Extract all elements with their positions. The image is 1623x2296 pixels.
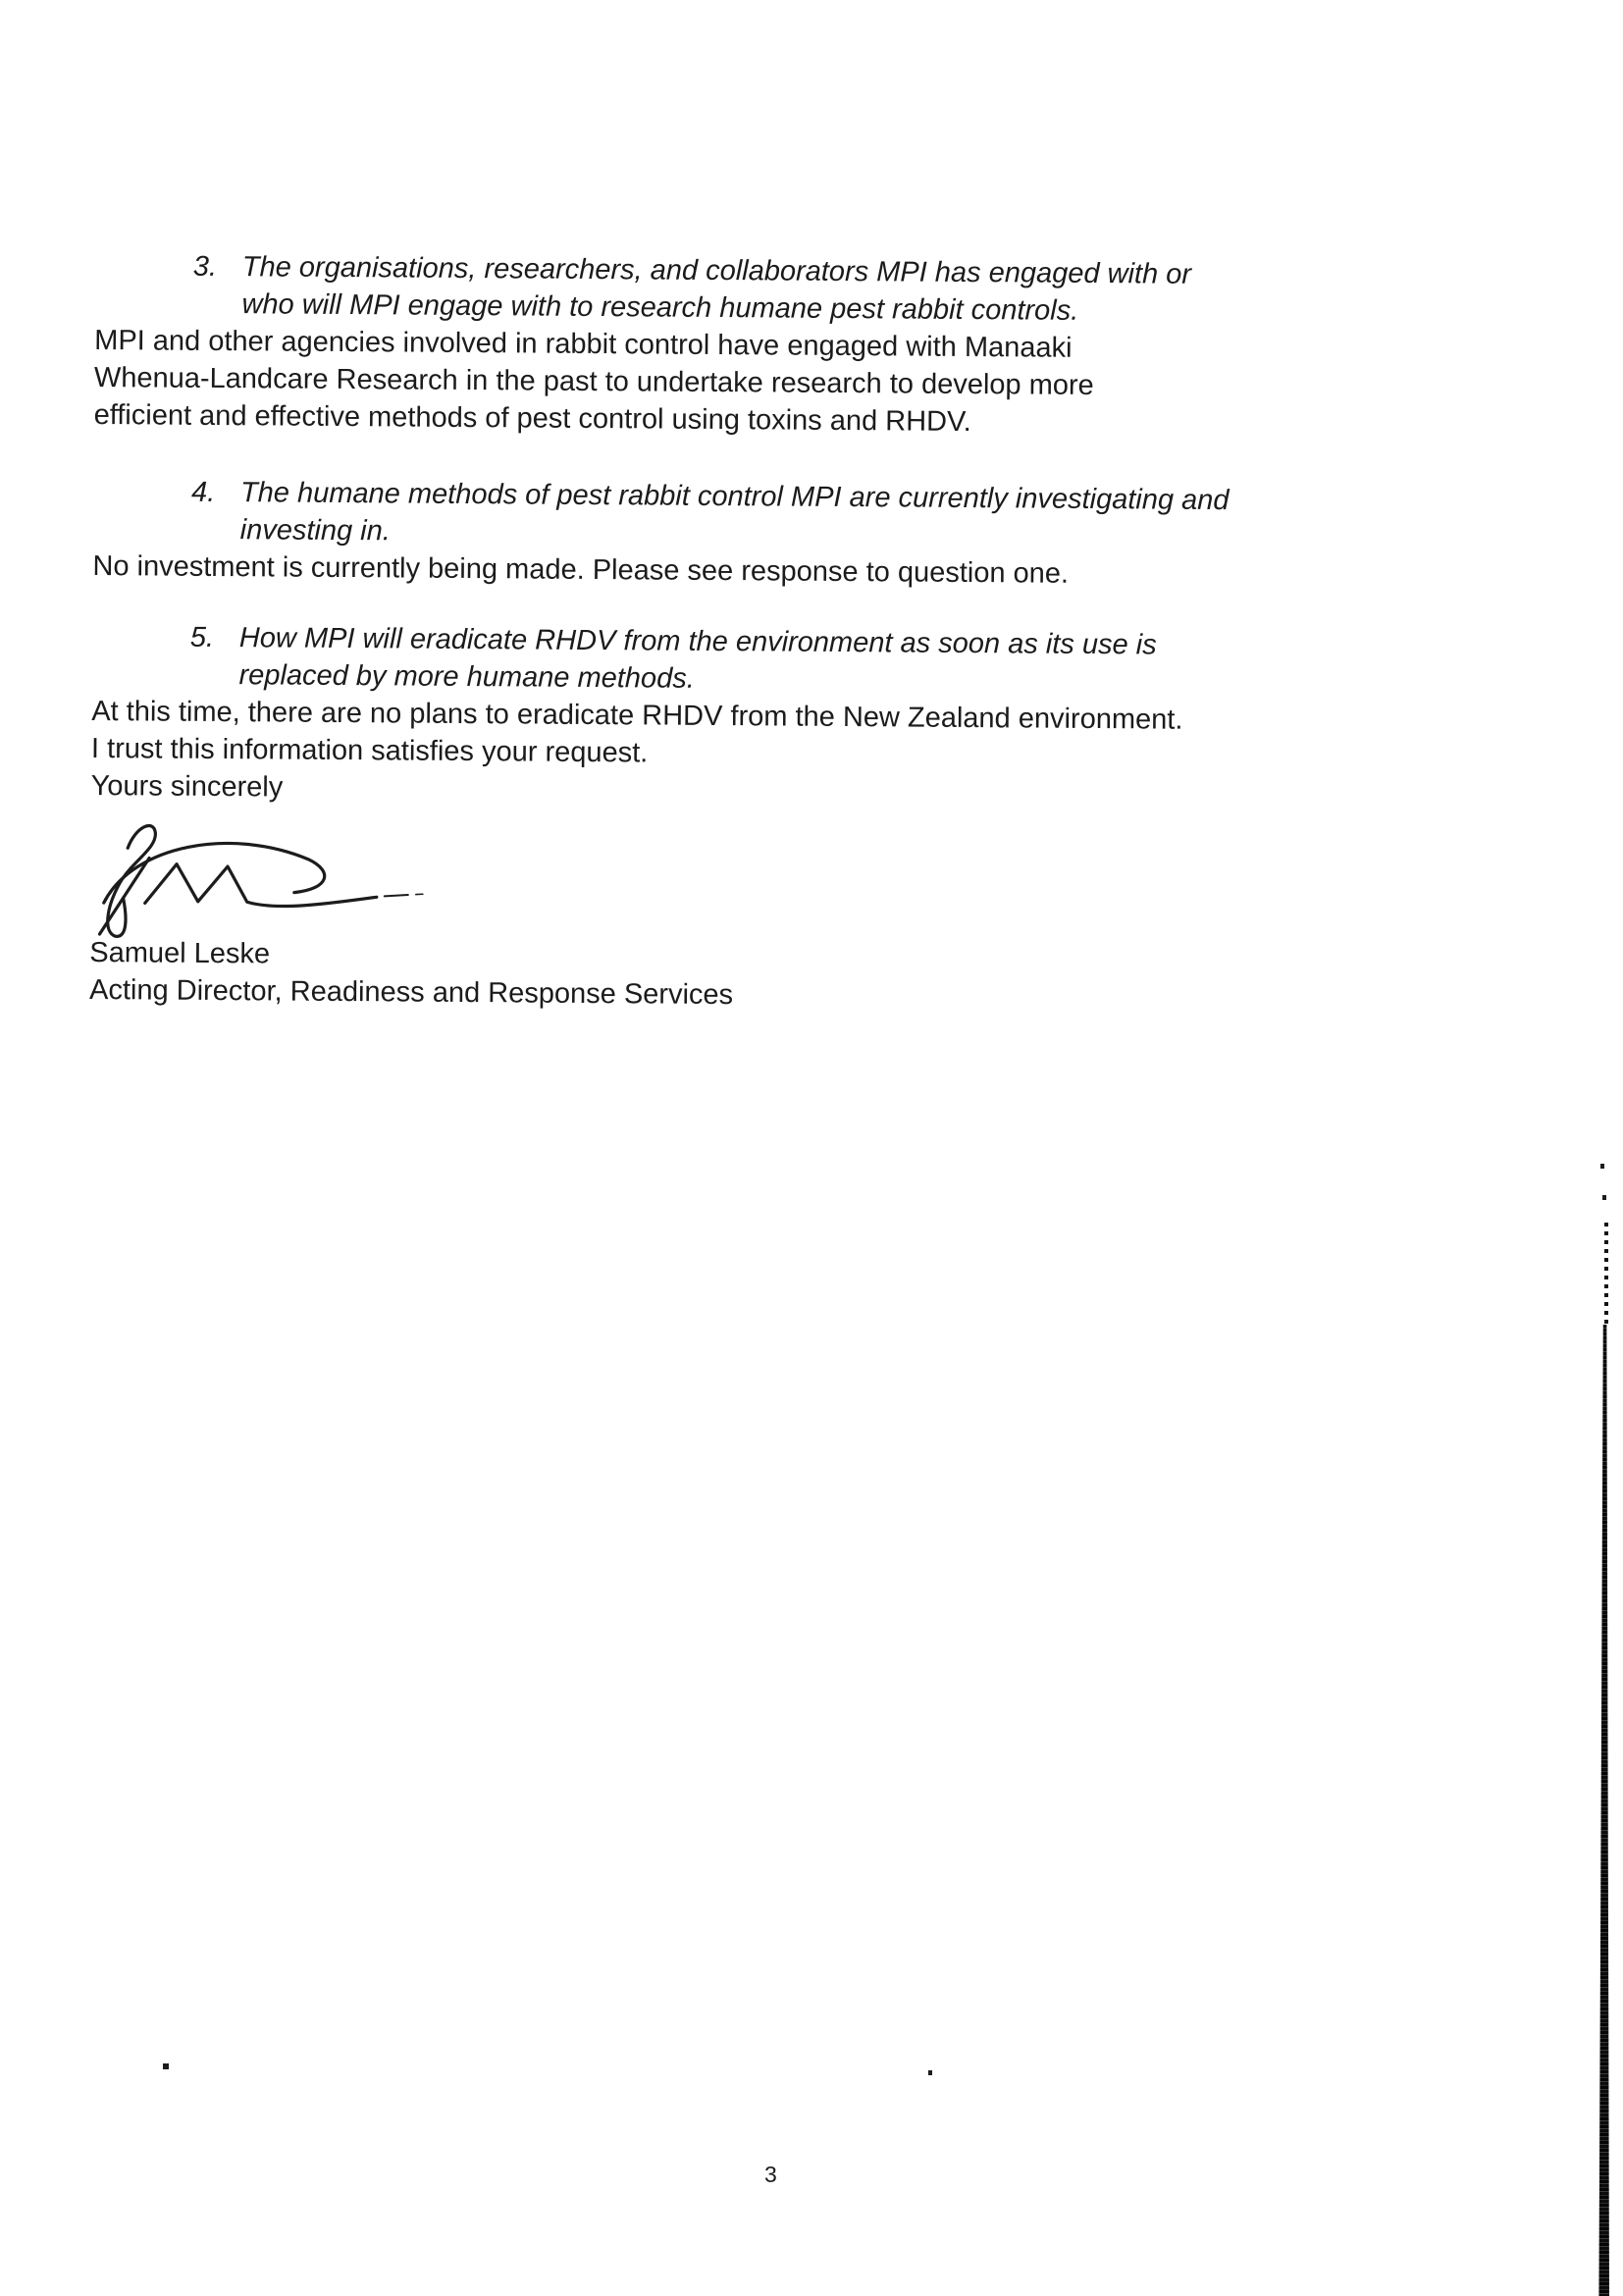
signoff-title: Acting Director, Readiness and Response Services: [88, 973, 734, 1012]
paragraph-response-q4: No investment is currently being made. Please see response to question one.: [92, 549, 1070, 590]
question-text: How MPI will eradicate RHDV from the environment as soon as its use is replaced by more humane methods.: [238, 622, 1157, 695]
page-number: 3: [764, 2162, 777, 2187]
valediction: Yours sincerely: [90, 769, 284, 804]
signature: [84, 809, 1259, 943]
scan-artifact-dot: [1600, 1164, 1604, 1169]
question-text: The organisations, researchers, and collaborators MPI has engaged with or who will MPI engage with to research humane pest rabbit controls.: [241, 251, 1192, 327]
question-number: 4.: [190, 476, 216, 508]
scan-artifact-edge-strip: [1597, 1325, 1609, 2296]
scan-artifact-dot: [1602, 1195, 1606, 1200]
paragraph-response-q5: At this time, there are no plans to eradicate RHDV from the New Zealand environment.: [91, 695, 1183, 736]
scan-artifact-dot: [163, 2063, 169, 2069]
question-item-3: [192, 248, 1263, 332]
question-text: The humane methods of pest rabbit control MPI are currently investigating and investing in.: [239, 477, 1230, 548]
question-number: 3.: [192, 250, 218, 283]
question-item-4: [191, 474, 1262, 557]
paragraph-response-q3: MPI and other agencies involved in rabbit control have engaged with Manaaki Whenua-Landcare Research in the past to undertake research to develop more efficient and effective methods of pest control using toxins and RHDV.: [93, 324, 1094, 439]
signoff-name: Samuel Leske: [89, 936, 271, 970]
scan-artifact-dot: [928, 2070, 932, 2075]
scan-artifact-dotted-line: [1604, 1223, 1608, 1327]
question-item-5: [189, 619, 1260, 703]
question-number: 5.: [189, 621, 215, 653]
letter-content: [89, 247, 1263, 1018]
paragraph-closing: I trust this information satisfies your request.: [90, 732, 649, 769]
signature-handwriting-image: [83, 809, 477, 949]
